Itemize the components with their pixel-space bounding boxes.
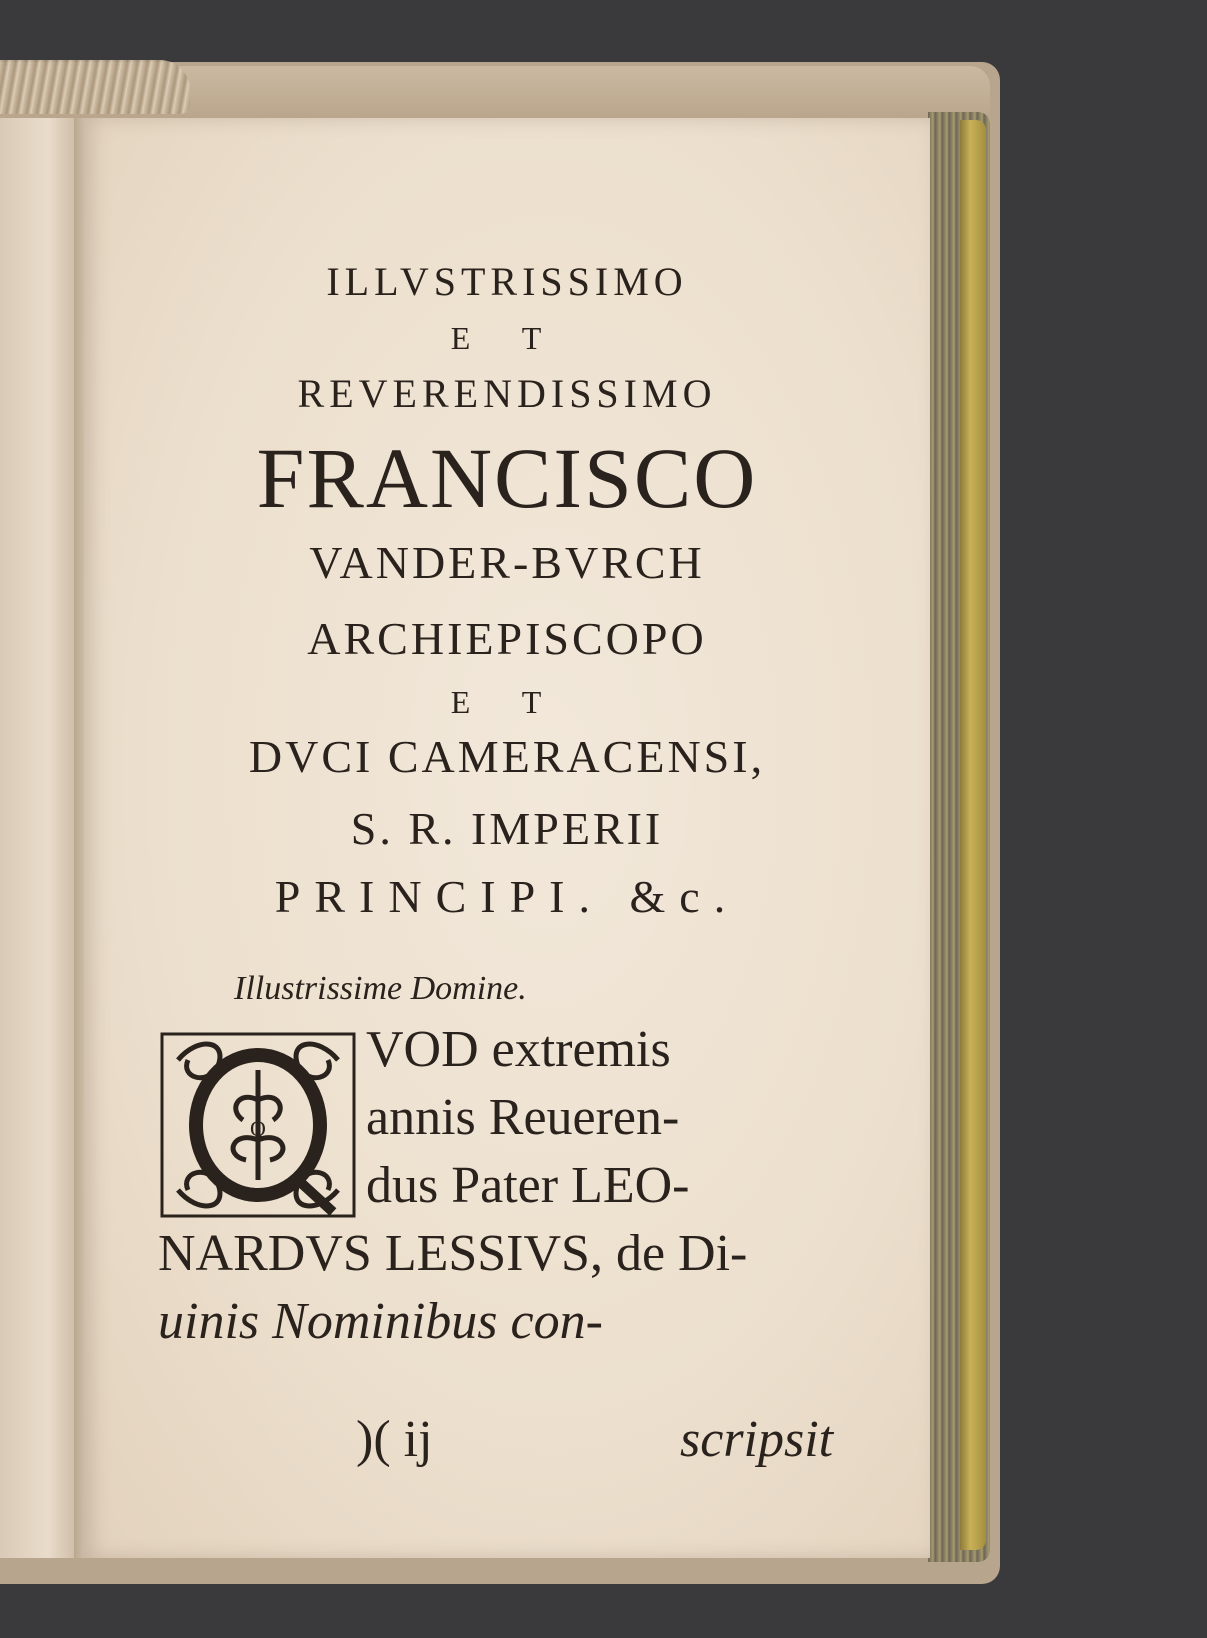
body-line: dus Pater LEO- (366, 1157, 690, 1214)
signature-mark: )( ij (356, 1411, 433, 1468)
page-text (84, 118, 930, 1558)
catchword: scripsit (680, 1411, 834, 1468)
dedication-line: S. R. IMPERII (350, 803, 664, 854)
binding-thread (0, 60, 190, 114)
verso-page (0, 118, 80, 1558)
body-line: NARDVS LESSIVS, de Di- (158, 1225, 748, 1282)
dedication-line: ARCHIEPISCOPO (307, 613, 707, 664)
body-line: uinis Nominibus con- (158, 1293, 603, 1350)
dedication-line: E T (450, 320, 564, 356)
dedication-line: PRINCIPI. &c. (274, 871, 740, 922)
gilt-edge (960, 120, 986, 1550)
drop-cap-letter: Q (250, 1116, 266, 1141)
ornamental-initial-icon (158, 1030, 358, 1220)
dedication-line: DVCI CAMERACENSI, (248, 731, 766, 782)
body-line: VOD extremis (366, 1021, 671, 1078)
salutation: Illustrissime Domine. (234, 970, 527, 1007)
body-line: annis Reueren- (366, 1089, 680, 1146)
dedication-line: REVERENDISSIMO (297, 371, 717, 416)
dedication-line: E T (450, 684, 564, 720)
dedication-line: ILLVSTRISSIMO (326, 259, 688, 304)
dedication-name: FRANCISCO (256, 430, 758, 526)
dedication-line: VANDER-BVRCH (309, 537, 705, 588)
